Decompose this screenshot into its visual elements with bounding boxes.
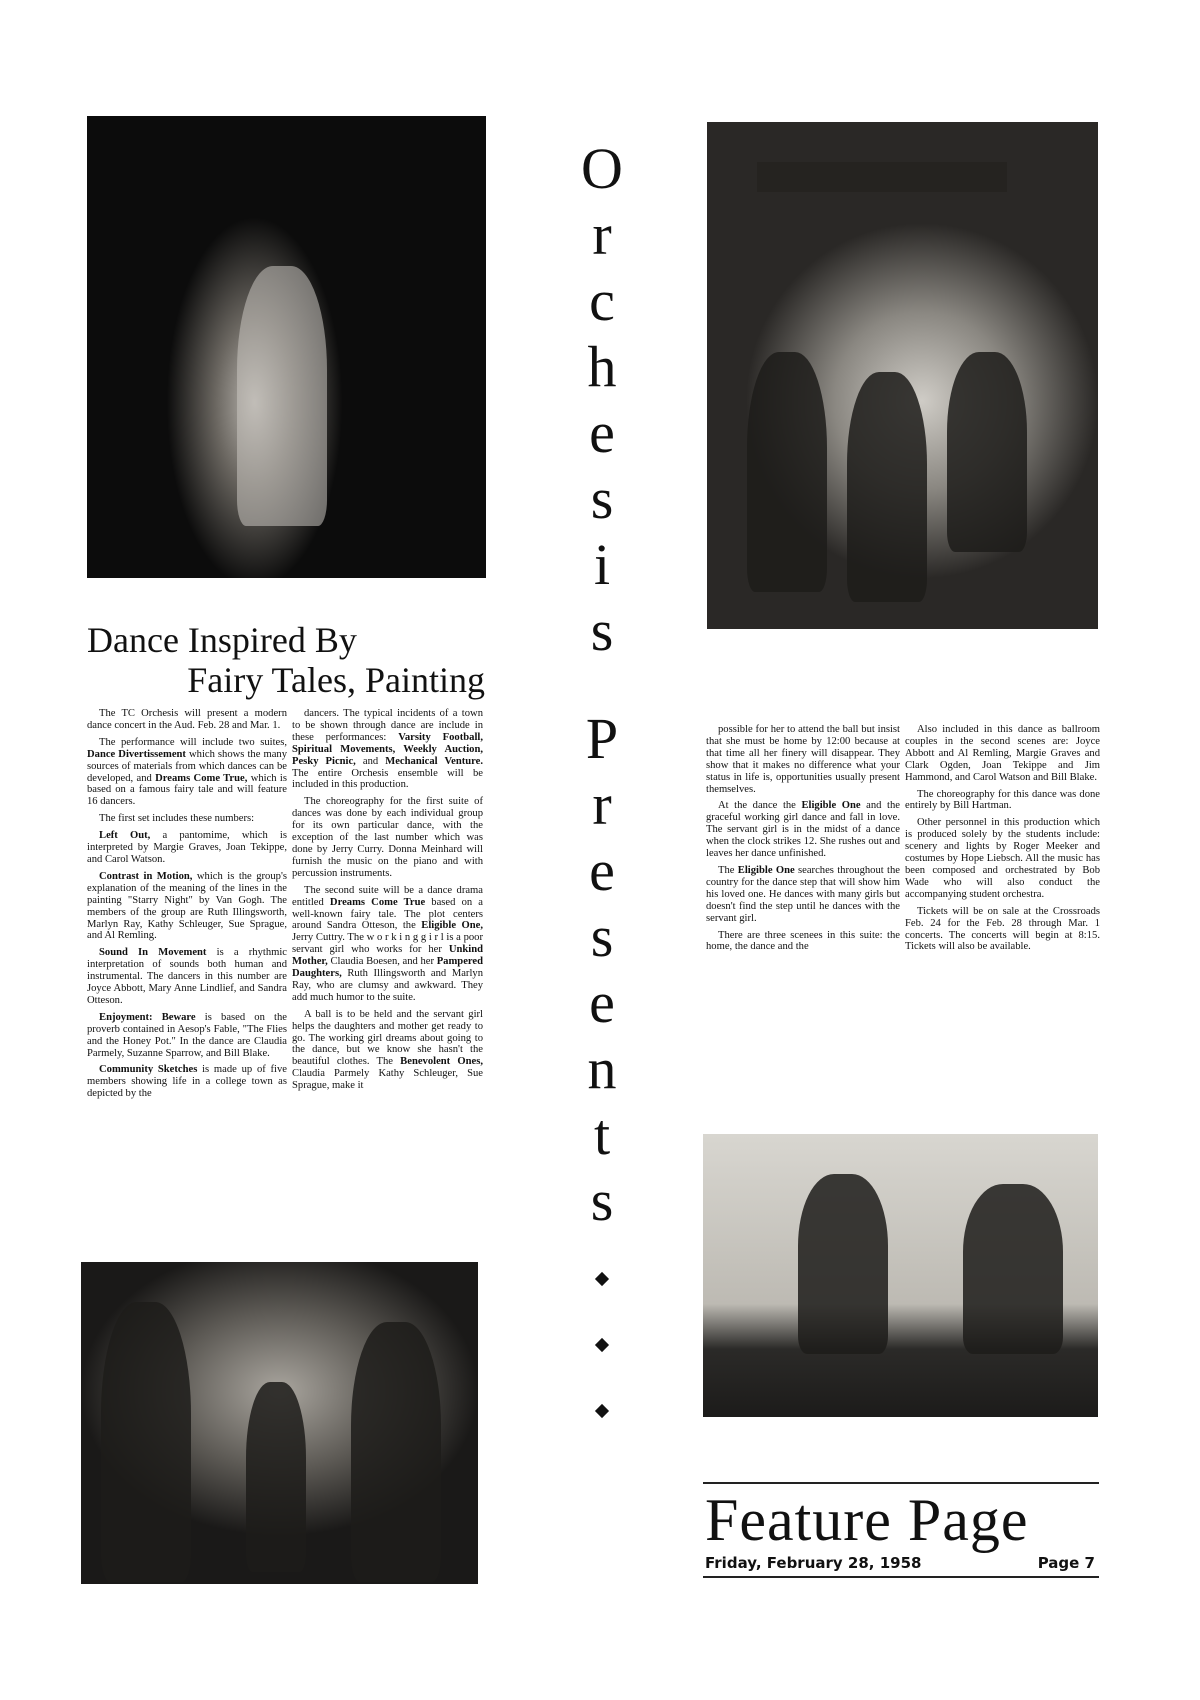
bold-title: Dreams Come True, <box>155 772 248 784</box>
article-paragraph <box>87 813 287 825</box>
vertical-letter: r <box>592 202 612 267</box>
text-run: The <box>718 864 738 876</box>
bold-title: Eligible One, <box>421 920 483 932</box>
text-run: searches throughout the country for the dance step that will show him his loved one. He dances with many girls but doesn't find the step until he dances with the servant girl. <box>706 864 900 924</box>
page-number: Page 7 <box>1037 1554 1095 1572</box>
article-paragraph <box>87 1012 287 1060</box>
article-paragraph <box>292 1009 483 1092</box>
bold-title: Varsity Football, Spiritual Movements, Weekly Auction, Pesky Picnic, <box>292 731 483 767</box>
vertical-letter: s <box>590 466 614 531</box>
text-run: Claudia Parmely Kathy Schleuger, Sue Sprague, make it <box>292 1068 483 1092</box>
bold-title: Contrast in Motion, <box>99 870 193 882</box>
text-run: The choreography for the first suite of dances was done by each individual group for its own particular dance, with the exception of the last number which was done by Jerry Curry. Donna Meinhard will furnish the music on the piano and with percussion instruments. <box>292 796 483 879</box>
ornament-diamonds <box>571 1274 633 1416</box>
article-paragraph <box>706 865 900 925</box>
headline-line-2: Fairy Tales, Painting <box>187 660 485 700</box>
bold-title: Eligible One <box>737 864 795 876</box>
diamond-ornament-icon <box>595 1404 609 1418</box>
text-run: The TC Orchesis will present a modern dance concert in the Aud. Feb. 28 and Mar. 1. <box>87 708 287 731</box>
article-column-2 <box>292 708 483 1097</box>
article-paragraph <box>292 885 483 1004</box>
text-run: dancers. The typical incidents of a town to be shown through dance are include in these performances: <box>292 708 483 743</box>
diamond-ornament-icon <box>595 1272 609 1286</box>
text-run: is based on the proverb contained in Aesop's Fable, "The Flies and the Honey Pot." In the dance are Claudia Parmely, Suzanne Sparrow, and Bill Blake. <box>87 1011 287 1059</box>
text-run: The performance will include two suites, <box>99 736 287 748</box>
text-run: There are three scenees in this suite: the home, the dance and the <box>706 929 900 953</box>
article-column-3 <box>706 724 900 958</box>
diamond-ornament-icon <box>595 1338 609 1352</box>
article-paragraph <box>905 789 1100 813</box>
vertical-letter: e <box>589 400 615 465</box>
text-run: is a rhythmic interpretation of sounds both human and instrumental. The dancers in this number are Joyce Abbott, Mary Anne Lindlief, and Sandra Otteson. <box>87 947 287 1006</box>
text-run: a pantomime, which is interpreted by Margie Graves, Joan Tekippe, and Carol Watson. <box>87 830 287 865</box>
footer-bottom-rule <box>703 1576 1099 1578</box>
article-paragraph <box>87 1064 287 1100</box>
vertical-letter: O <box>581 136 623 201</box>
vertical-letter: h <box>587 334 617 399</box>
article-paragraph <box>905 817 1100 900</box>
article-headline <box>87 620 485 700</box>
article-paragraph <box>706 724 900 795</box>
footer-top-rule <box>703 1482 1099 1484</box>
text-run: The entire Orchesis ensemble will be included in this production. <box>292 767 483 791</box>
text-run: A ball is to be held and the servant girl helps the daughters and mother get ready to go. The working girl dreams about going to the dance, but we know she hasn't the beautiful clothes. The <box>292 1008 483 1068</box>
issue-date: Friday, February 28, 1958 <box>705 1554 922 1572</box>
vertical-letter: e <box>589 838 615 903</box>
vertical-word-presents <box>571 706 633 1234</box>
text-run: and the graceful working girl dance and fall in love. The servant girl is in the midst of a dance when the clock strikes 12. She rushes out and leaves her dance unfinished. <box>706 800 900 860</box>
bold-title: Enjoyment: Beware <box>99 1011 196 1023</box>
photo-dancers-with-tambourine <box>81 1262 478 1584</box>
text-run: The first set includes these numbers: <box>99 813 255 825</box>
text-run: possible for her to attend the ball but insist that she must be home by 12:00 because at that time all her finery will disappear. They show that it makes no difference what your status in life is, opportunities usually present themselves. <box>706 724 900 795</box>
text-run: Jerry Cuttry. The w o r k i n g g i r l is a poor servant girl who works for her <box>292 932 483 956</box>
article-paragraph <box>706 930 900 954</box>
bold-title: Left Out, <box>99 830 151 842</box>
bold-title: Dreams Come True <box>329 896 426 908</box>
vertical-letter: c <box>589 268 615 333</box>
vertical-letter: i <box>593 532 611 597</box>
text-run: The second suite will be a dance drama entitled <box>292 884 483 908</box>
vertical-letter: n <box>587 1036 617 1101</box>
text-run: which is based on a famous fairy tale and will feature 16 dancers. <box>87 772 287 808</box>
vertical-letter: P <box>585 706 619 771</box>
article-paragraph <box>87 947 287 1007</box>
bold-title: Mechanical Venture. <box>385 755 484 767</box>
article-paragraph <box>905 906 1100 954</box>
article-column-1 <box>87 708 287 1105</box>
bold-title: Community Sketches <box>99 1064 198 1076</box>
vertical-word-orchesis <box>571 136 633 664</box>
bold-title: Eligible One <box>801 800 861 812</box>
article-paragraph <box>87 737 287 808</box>
article-paragraph <box>292 796 483 879</box>
text-run: is made up of five members showing life in a college town as depicted by the <box>87 1064 288 1100</box>
bold-title: Benevolent Ones, <box>400 1056 483 1068</box>
text-run: Other personnel in this production which is produced solely by the students include: scenery and lights by Roger Meeker and costumes by Hope Liebsch. All the music has been composed and orchestrated by Bob Wade who will also conduct the accompanying student orchestra. <box>905 817 1100 900</box>
text-run: Claudia Boesen, and her <box>327 956 437 968</box>
article-paragraph <box>706 800 900 860</box>
bold-title: Unkind Mother, <box>292 944 483 968</box>
text-run: Ruth Illingsworth and Marlyn Ray, who are clumsy and awkward. They add much humor to the suite. <box>292 968 483 1003</box>
text-run: Also included in this dance as ballroom couples in the second scenes are: Joyce Abbott and Al Remling, Margie Graves and Clark Ogden, Joan Tekippe and Jim Hammond, and Carol Watson and Bill Blake. <box>905 724 1100 783</box>
bold-title: Sound In Movement <box>99 947 207 959</box>
vertical-letter: s <box>590 598 614 663</box>
text-run: based on a well-known fairy tale. The plot centers around Sandra Otteson, the <box>292 896 484 932</box>
article-paragraph <box>87 830 287 866</box>
headline-line-1: Dance Inspired By <box>87 620 357 660</box>
article-paragraph <box>87 871 287 942</box>
page-footer <box>703 1482 1099 1578</box>
article-column-4 <box>905 724 1100 958</box>
text-run: The choreography for this dance was done entirely by Bill Hartman. <box>905 788 1100 812</box>
text-run: At the dance the <box>718 800 802 812</box>
vertical-letter: s <box>590 1168 614 1233</box>
text-run: Tickets will be on sale at the Crossroads Feb. 24 for the Feb. 28 through Mar. 1 concerts. The concerts will begin at 8:15. Tickets will also be available. <box>905 905 1100 953</box>
text-run: which shows the many sources of materials from which dances can be developed, and <box>87 748 287 784</box>
article-paragraph <box>292 708 483 791</box>
photo-dancer-with-broom <box>87 116 486 578</box>
article-paragraph <box>87 708 287 732</box>
vertical-letter: r <box>592 772 612 837</box>
vertical-letter: s <box>590 904 614 969</box>
text-run: and <box>355 755 386 767</box>
section-title: Feature Page <box>705 1487 1029 1553</box>
bold-title: Pampered Daughters, <box>292 956 483 980</box>
photo-dancers-on-gym-ladder <box>707 122 1098 629</box>
vertical-title-orchesis-presents <box>571 136 633 1472</box>
article-paragraph <box>905 724 1100 784</box>
bold-title: Dance Divertissement <box>87 748 186 760</box>
photo-dancing-couples <box>703 1134 1098 1417</box>
text-run: which is the group's explanation of the meaning of the lines in the painting "Starry Night" by Van Gogh. The members of the group are Ruth Illingsworth, Marlyn Ray, Kathy Schleuger, Sue Sprague, and Al Remling. <box>87 870 287 942</box>
vertical-letter: e <box>589 970 615 1035</box>
vertical-letter: t <box>593 1102 611 1167</box>
